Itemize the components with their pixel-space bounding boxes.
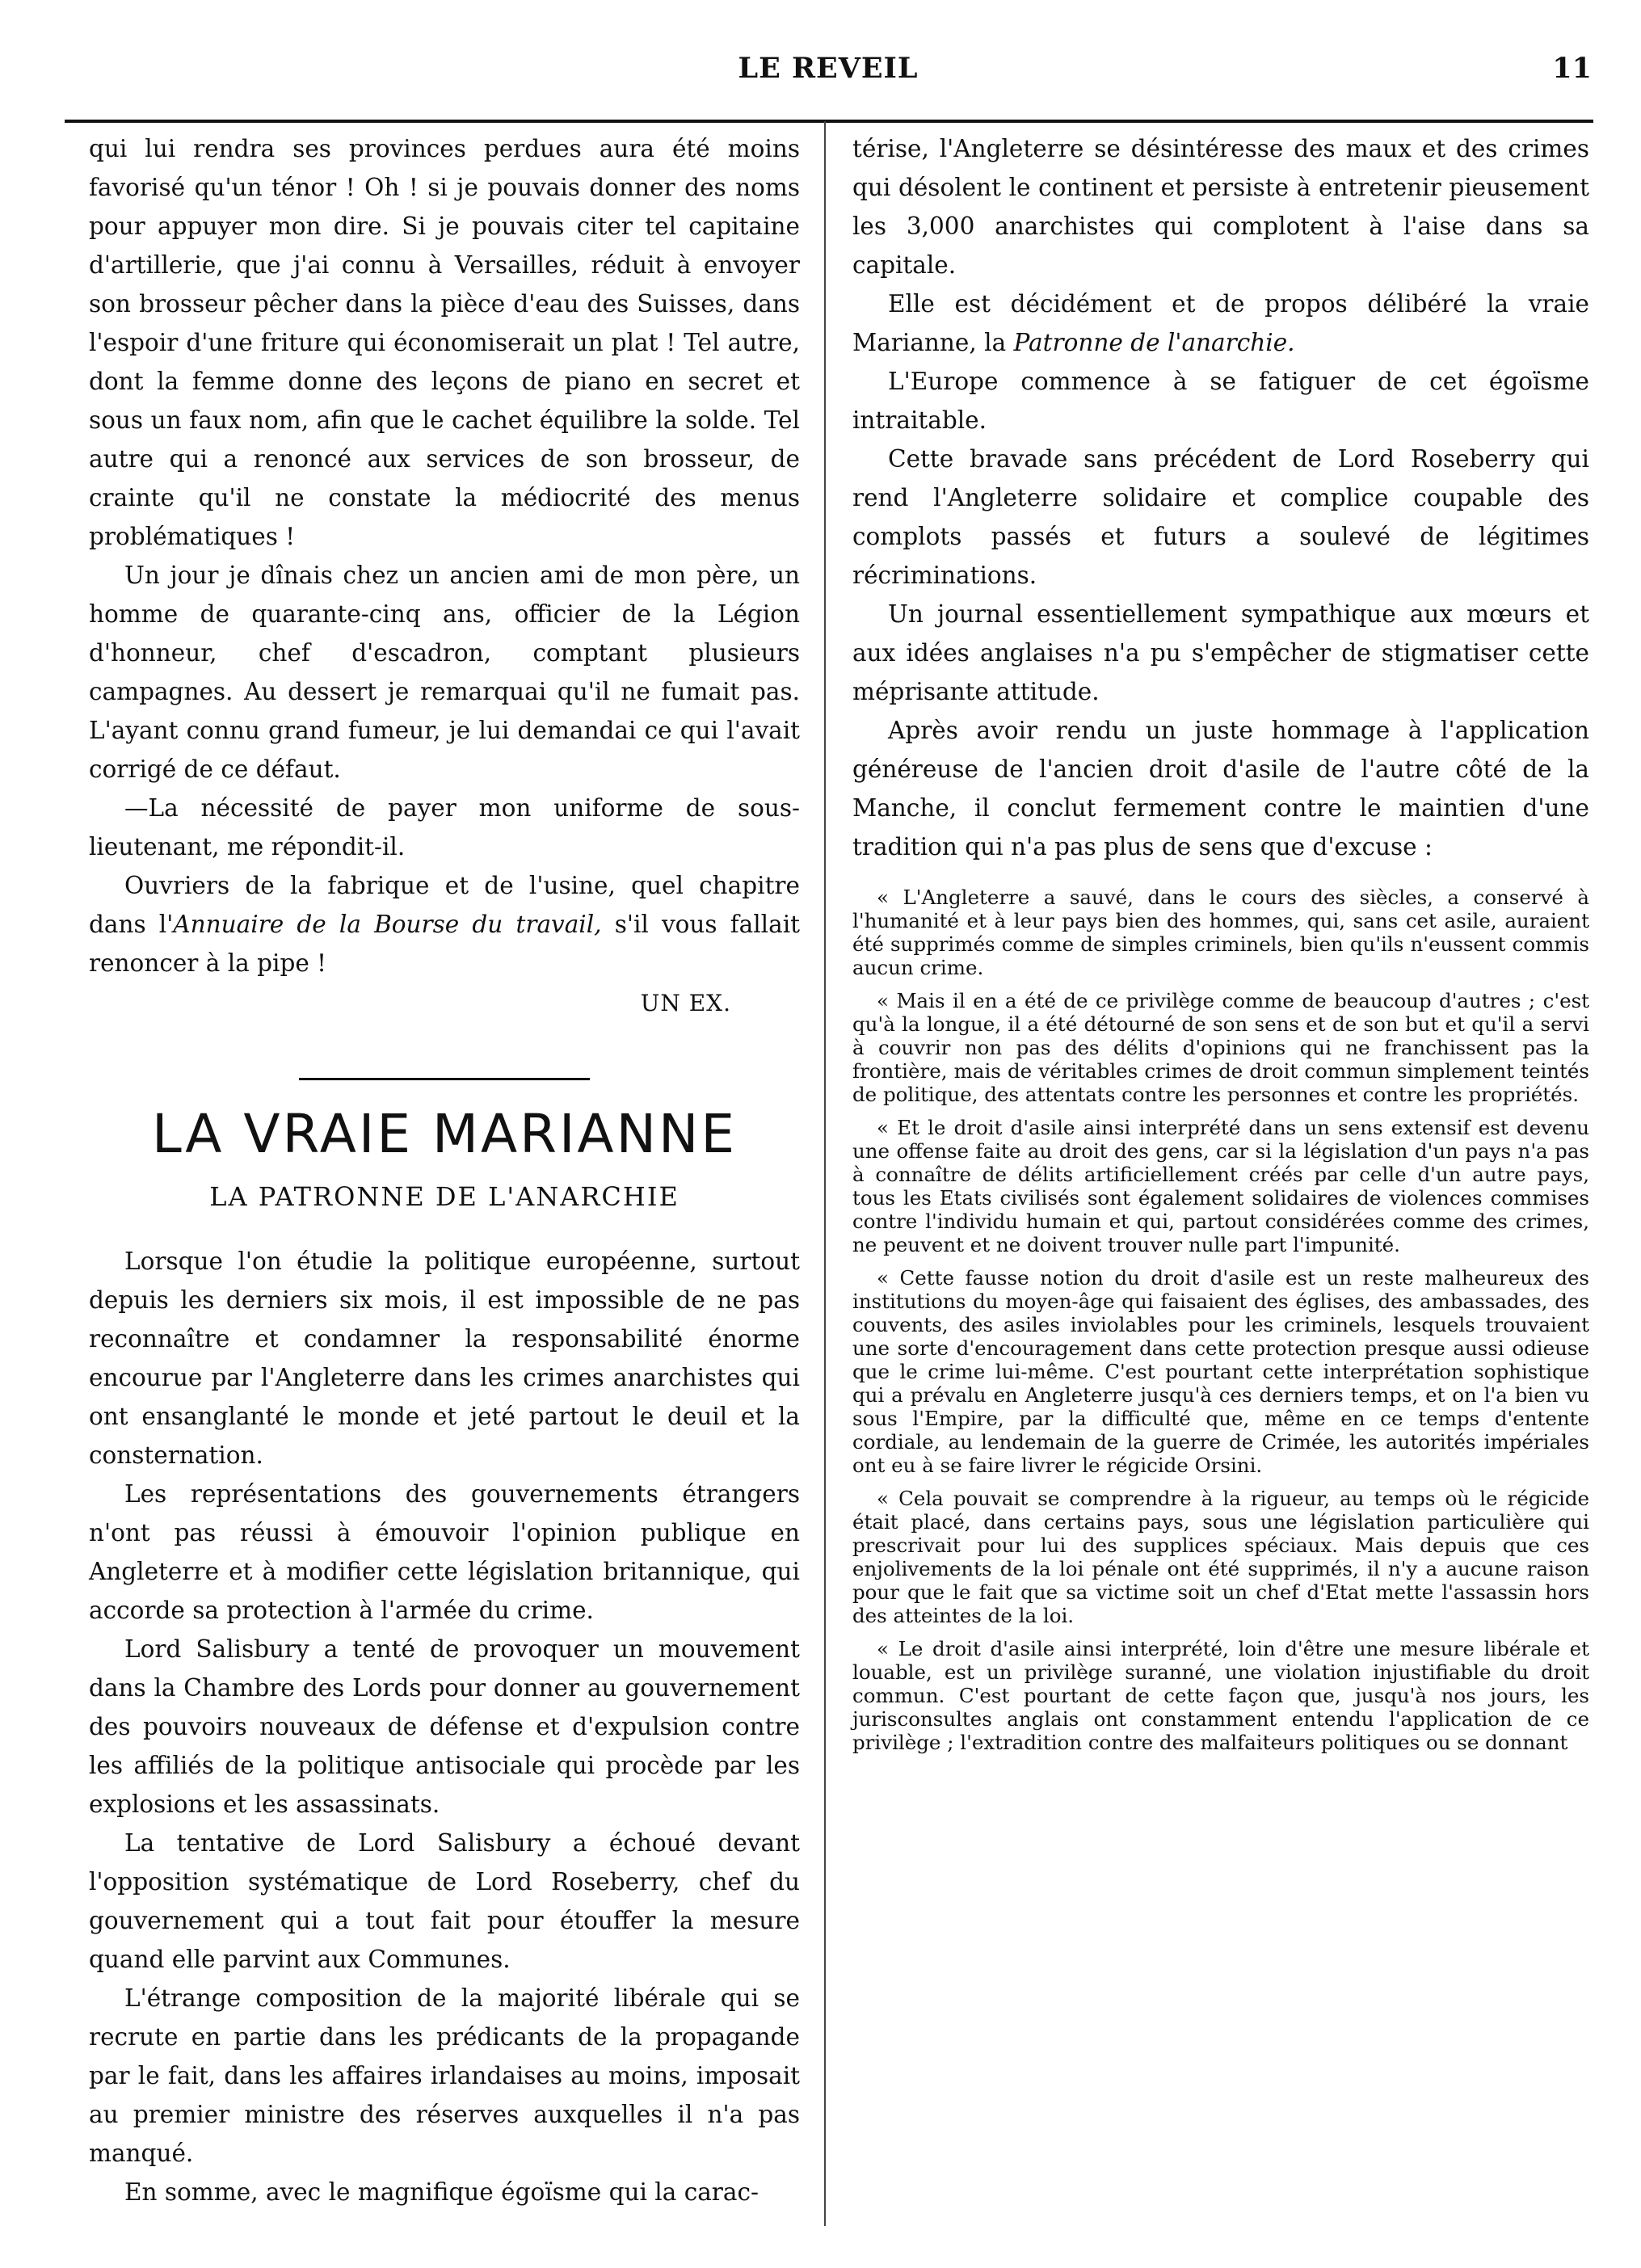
paragraph: —La nécessité de payer mon uniforme de sous-lieutenant, me répondit-il.: [89, 794, 800, 860]
quote-paragraph: « Le droit d'asile ainsi interprété, loin d'être une mesure libérale et louable, est un privilège suranné, une violation injustifiable du droit commun. C'est pourtant de cette façon que, jusqu'à nos jours, les jurisconsultes anglais ont constamment entendu l'application de ce privilège ; l'extradition contre des malfaiteurs politiques ou se donnant: [852, 1637, 1589, 1754]
left-column: [89, 129, 800, 2211]
quote-paragraph: « Et le droit d'asile ainsi interprété dans un sens extensif est devenu une offense faite au droit des gens, car si la législation d'un pays n'a pas à connaître de délits artificiellement créés par celle d'un autre pays, tous les Etats civilisés sont également solidaires de violences commises contre l'individu humain et qui, partout considérées comme des crimes, ne peuvent et ne doivent trouver nulle part l'impunité.: [852, 1116, 1589, 1256]
header-rule: [65, 120, 1593, 123]
signature: UN EX.: [640, 990, 731, 1016]
column-divider: [824, 121, 826, 2226]
running-title: LE REVEIL: [738, 52, 919, 85]
right-column: [852, 129, 1589, 1754]
text-run: Elle est décidément et de propos délibéré la vraie Marianne, la: [852, 290, 1589, 356]
article-paragraph: Lorsque l'on étudie la politique européenne, surtout depuis les derniers six mois, il est impossible de ne pas reconnaître et condamner la responsabilité énorme encourue par l'Angleterre dans les crimes anarchistes qui ont ensanglanté le monde et jeté partout le deuil et la consternation.: [89, 1248, 800, 1469]
text-run: Ouvriers de la fabrique et de l'usine, quel chapitre dans l': [89, 872, 800, 938]
italic-run: Annuaire de la Bourse du travail,: [173, 911, 602, 938]
continued-paragraph: térise, l'Angleterre se désintéresse des maux et des crimes qui désolent le continent et persiste à entretenir pieusement les 3,000 anarchistes qui complotent à l'aise dans sa capitale.: [852, 135, 1589, 279]
article-title: LA VRAIE MARIANNE: [151, 1103, 738, 1165]
continued-paragraph: qui lui rendra ses provinces perdues aura été moins favorisé qu'un ténor ! Oh ! si je pouvais donner des noms pour appuyer mon dire. Si je pouvais citer tel capitaine d'artillerie, que j'ai connu à Versailles, réduit à envoyer son brosseur pêcher dans la pièce d'eau des Suisses, dans l'espoir d'une friture qui économiserait un plat ! Tel autre, dont la femme donne des leçons de piano en secret et sous un faux nom, afin que le cachet équilibre la solde. Tel autre qui a renoncé aux services de son brosseur, de crainte qu'il ne constate la médiocrité des menus problématiques !: [89, 135, 800, 550]
quote-paragraph: « L'Angleterre a sauvé, dans le cours des siècles, a conservé à l'humanité et à leur pays bien des hommes, qui, sans cet asile, auraient été supprimés comme de simples criminels, bien qu'ils n'eussent commis aucun crime.: [852, 886, 1589, 979]
article-paragraph: Les représentations des gouvernements étrangers n'ont pas réussi à émouvoir l'opinion publique en Angleterre et à modifier cette législation britannique, qui accorde sa protection à l'armée du crime.: [89, 1480, 800, 1624]
paragraph-marianne: [852, 284, 1589, 362]
quote-paragraph: « Mais il en a été de ce privilège comme de beaucoup d'autres ; c'est qu'à la longue, il a été détourné de son sens et de son but et qu'il a servi à couvrir non pas des délits d'opinions qui ne franchissent pas la frontière, mais de véritables crimes de droit commun simplement teintés de politique, des attentats contre les personnes et contre les propriétés.: [852, 989, 1589, 1106]
paragraph: Un jour je dînais chez un ancien ami de mon père, un homme de quarante-cinq ans, officier de la Légion d'honneur, chef d'escadron, comptant plusieurs campagnes. Au dessert je remarquai qu'il ne fumait pas. L'ayant connu grand fumeur, je lui demandai ce qui l'avait corrigé de ce défaut.: [89, 562, 800, 783]
quote-paragraph: « Cela pouvait se comprendre à la rigueur, au temps où le régicide était placé, dans certains pays, sous une législation particulière qui prescrivait pour lui des supplices spéciaux. Mais depuis que ces enjolivements de la loi pénale ont été supprimés, il n'y a aucune raison pour que le fait que sa victime soit un chef d'Etat mette l'assassin hors des atteintes de la loi.: [852, 1487, 1589, 1627]
text-run: s'il vous fallait renoncer à la pipe !: [89, 911, 800, 977]
page-header: [65, 48, 1592, 97]
article-paragraph: La tentative de Lord Salisbury a échoué devant l'opposition systématique de Lord Roseberry, chef du gouvernement qui a tout fait pour étouffer la mesure quand elle parvint aux Communes.: [89, 1829, 800, 1973]
quote-paragraph: « Cette fausse notion du droit d'asile est un reste malheureux des institutions du moyen-âge qui faisaient des églises, des ambassades, des couvents, des asiles inviolables pour les criminels, lesquels trouvaient une sorte d'encouragement dans cette protection presque aussi odieuse que le crime lui-même. C'est pourtant cette interprétation sophistique qui a prévalu en Angleterre jusqu'à ces derniers temps, et on l'a bien vu sous l'Empire, par la difficulté que, même en ce temps d'entente cordiale, au lendemain de la guerre de Crimée, les autorités impériales ont eu à se faire livrer le régicide Orsini.: [852, 1266, 1589, 1477]
article-subtitle: LA PATRONNE DE L'ANARCHIE: [209, 1181, 680, 1212]
page-number: 11: [1552, 52, 1592, 85]
paragraph: Après avoir rendu un juste hommage à l'application généreuse de l'ancien droit d'asile de l'autre côté de la Manche, il conclut fermement contre le maintien d'une tradition qui n'a pas plus de sens que d'excuse :: [852, 717, 1589, 860]
paragraph-bourse: [89, 866, 800, 983]
article-paragraph: En somme, avec le magnifique égoïsme qui la carac-: [124, 2178, 759, 2206]
section-separator: [299, 1078, 590, 1080]
italic-run: Patronne de l'anarchie.: [1013, 329, 1295, 356]
paragraph: Cette bravade sans précédent de Lord Roseberry qui rend l'Angleterre solidaire et complice coupable des complots passés et futurs a soulevé de légitimes récriminations.: [852, 445, 1589, 589]
paragraph: L'Europe commence à se fatiguer de cet égoïsme intraitable.: [852, 368, 1589, 434]
article-paragraph: Lord Salisbury a tenté de provoquer un mouvement dans la Chambre des Lords pour donner au gouvernement des pouvoirs nouveaux de défense et d'expulsion contre les affiliés de la politique antisociale qui procède par les explosions et les assassinats.: [89, 1635, 800, 1818]
quoted-passage: [852, 886, 1589, 1754]
article-paragraph: L'étrange composition de la majorité libérale qui se recrute en partie dans les prédicants de la propagande par le fait, dans les affaires irlandaises au moins, imposait au premier ministre des réserves auxquelles il n'a pas manqué.: [89, 1984, 800, 2167]
paragraph: Un journal essentiellement sympathique aux mœurs et aux idées anglaises n'a pu s'empêcher de stigmatiser cette méprisante attitude.: [852, 600, 1589, 705]
